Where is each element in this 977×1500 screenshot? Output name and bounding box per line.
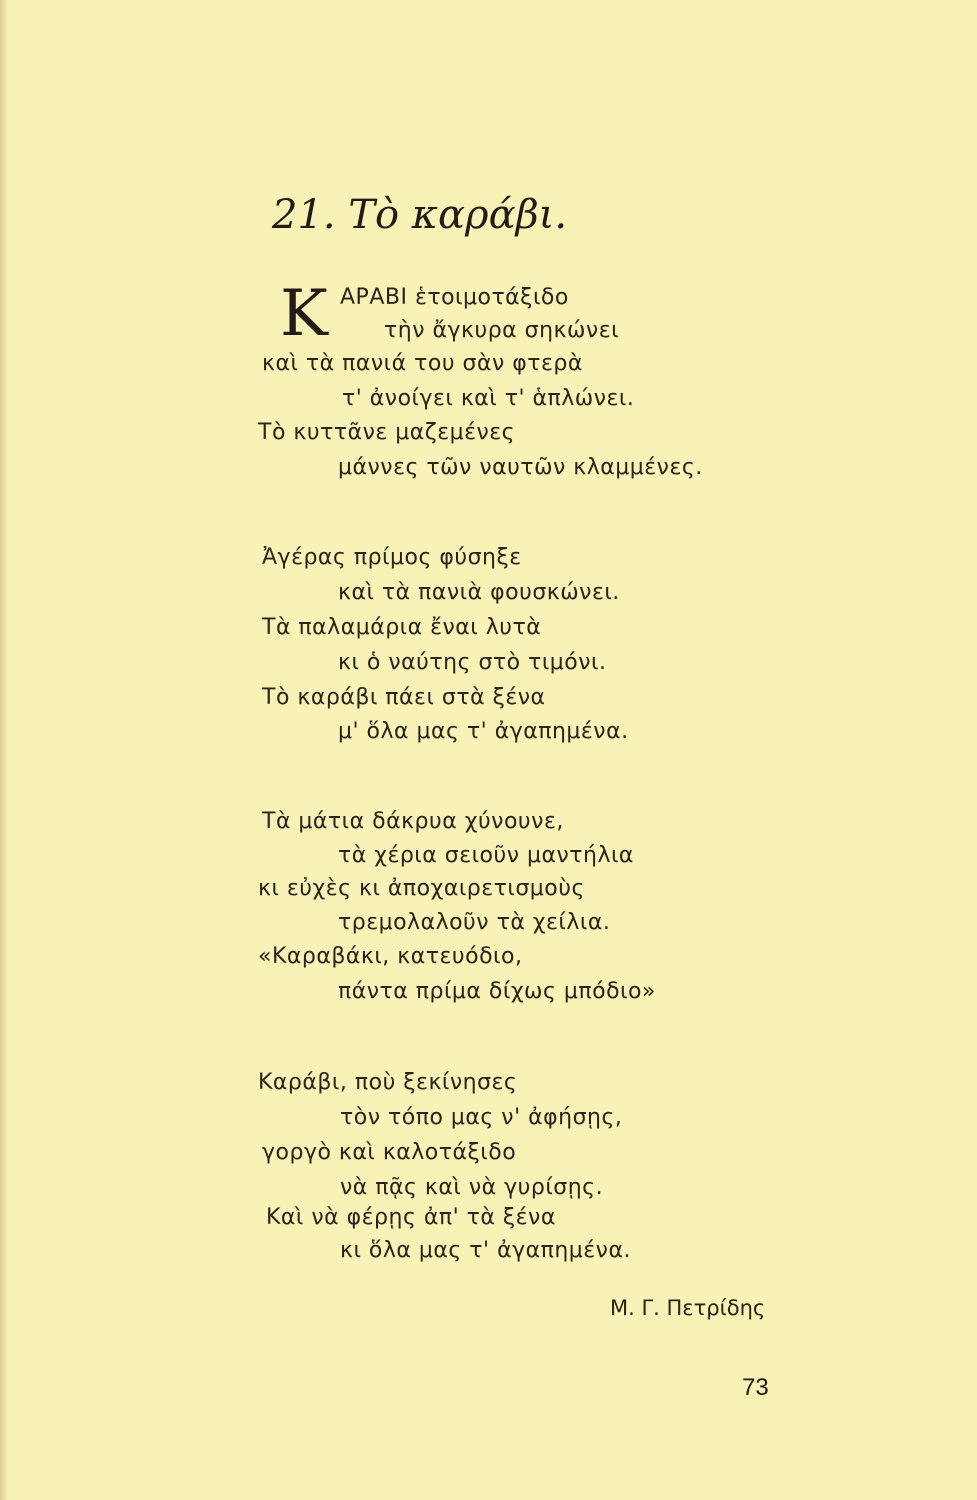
poem-line: μάννες τῶν ναυτῶν κλαμμένες. xyxy=(338,455,703,480)
poem-line: μ' ὅλα μας τ' ἀγαπημένα. xyxy=(338,719,629,744)
poem-title: 21. Τὸ καράβι. xyxy=(272,192,568,238)
poem-line: ΑΡΑΒΙ ἑτοιμοτάξιδο xyxy=(340,285,569,310)
poem-line: νὰ πᾷς καὶ νὰ γυρίσῃς. xyxy=(340,1175,604,1200)
poem-line: καὶ τὰ πανιά του σὰν φτερὰ xyxy=(262,351,583,376)
poem-line: Καὶ νὰ φέρῃς ἀπ' τὰ ξένα xyxy=(266,1205,556,1230)
drop-cap: Κ xyxy=(280,277,328,351)
author-signature: Μ. Γ. Πετρίδης xyxy=(610,1296,766,1320)
poem-line: Καράβι, ποὺ ξεκίνησες xyxy=(258,1070,518,1095)
poem-line: γοργὸ καὶ καλοτάξιδο xyxy=(262,1140,517,1165)
poem-line: Τὰ μάτια δάκρυα χύνουνε, xyxy=(262,809,564,834)
poem-line: «Καραβάκι, κατευόδιο, xyxy=(258,944,523,969)
page-edge xyxy=(0,0,8,1500)
poem-line: τὸν τόπο μας ν' ἀφήσῃς, xyxy=(340,1105,623,1130)
poem-line: τὴν ἄγκυρα σηκώνει xyxy=(384,318,620,343)
poem-line: κι ὁ ναύτης στὸ τιμόνι. xyxy=(338,650,607,675)
poem-line: τὰ χέρια σειοῦν μαντήλια xyxy=(338,843,634,868)
poem-line: Τὸ κυττᾶνε μαζεμένες xyxy=(258,420,516,445)
poem-line: Τὸ καράβι πάει στὰ ξένα xyxy=(262,685,546,710)
poem-line: πάντα πρίμα δίχως μπόδιο» xyxy=(338,979,656,1004)
poem-line: τ' ἀνοίγει καὶ τ' ἁπλώνει. xyxy=(342,386,635,411)
poem-line: Τὰ παλαμάρια ἔναι λυτὰ xyxy=(262,615,542,640)
poem-line: τρεμολαλοῦν τὰ χείλια. xyxy=(338,910,611,935)
page-number: 73 xyxy=(742,1374,769,1401)
poem-line: Ἀγέρας πρίμος φύσηξε xyxy=(262,545,522,570)
poem-line: κι εὐχὲς κι ἀποχαιρετισμοὺς xyxy=(258,876,585,901)
poem-line: καὶ τὰ πανιὰ φουσκώνει. xyxy=(338,580,620,605)
poem-line: κι ὅλα μας τ' ἀγαπημένα. xyxy=(340,1238,631,1263)
